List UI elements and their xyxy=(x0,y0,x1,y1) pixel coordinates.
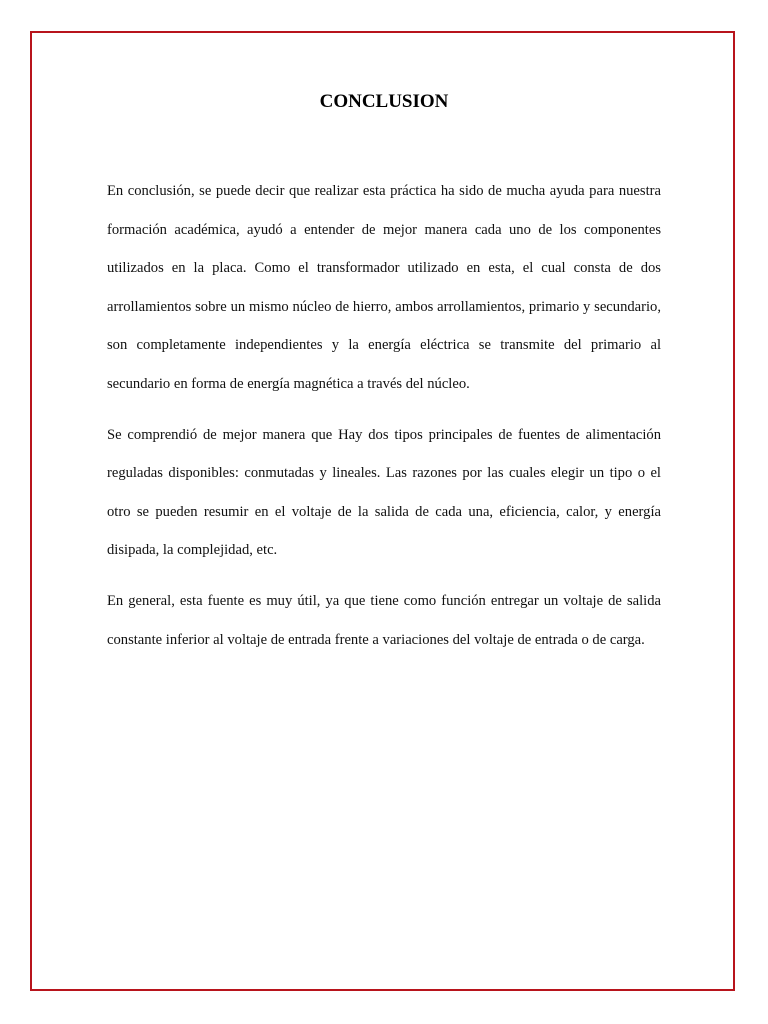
paragraph-3: En general, esta fuente es muy útil, ya que tiene como función entregar un voltaje de salida constante inferior al voltaje de entrada frente a variaciones del voltaje de entrada o de carga. xyxy=(107,592,661,648)
paragraph-1: En conclusión, se puede decir que realizar esta práctica ha sido de mucha ayuda para nuestra formación académica, ayudó a entender de mejor manera cada uno de los componentes utilizados en la placa. Como el transformador utilizado en esta, el cual consta de dos arrollamientos sobre un mismo núcleo de hierro, ambos arrollamientos, primario y secundario, son completamente independientes y la energía eléctrica se transmite del primario al secundario en forma de energía magnética a través del núcleo. xyxy=(107,183,661,392)
document-body xyxy=(107,172,661,671)
document-title: CONCLUSION xyxy=(319,91,449,112)
paragraph-2: Se comprendió de mejor manera que Hay dos tipos principales de fuentes de alimentación reguladas disponibles: conmutadas y lineales. Las razones por las cuales elegir un tipo o el otro se pueden resumir en el voltaje de la salida de cada una, eficiencia, calor, y energía disipada, la complejidad, etc. xyxy=(107,426,661,559)
